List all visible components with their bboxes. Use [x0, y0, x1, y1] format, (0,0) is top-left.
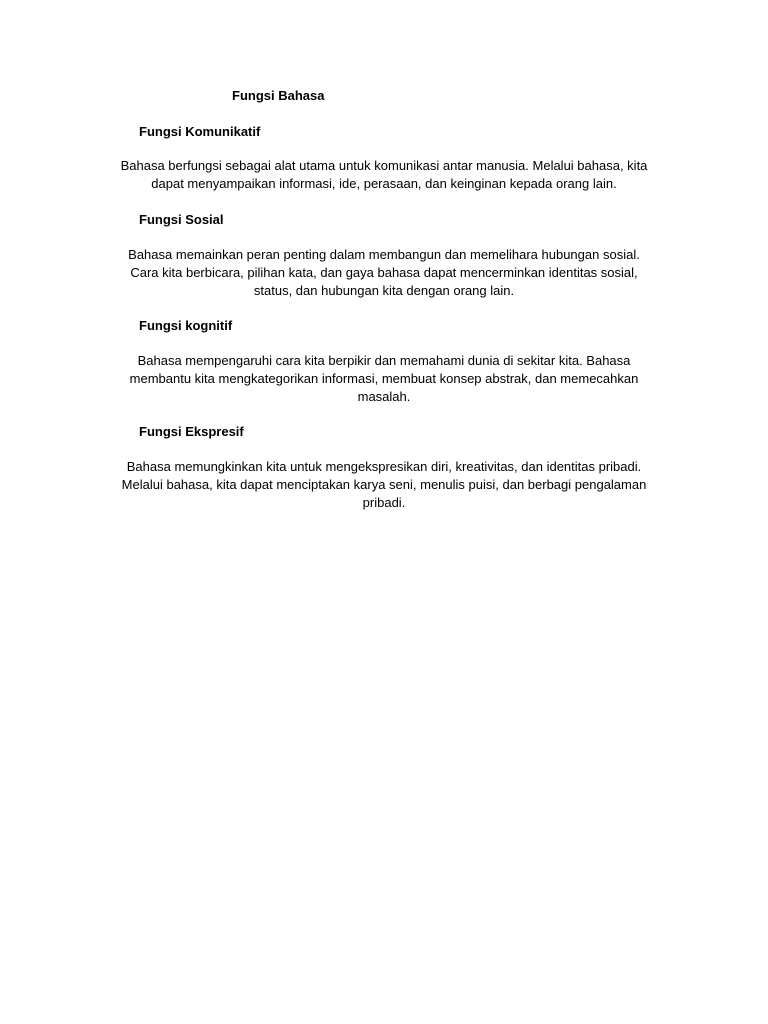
paragraph-line: masalah.: [357, 389, 411, 404]
section-paragraph-kognitif: [94, 352, 674, 406]
section-heading-kognitif: Fungsi kognitif: [139, 318, 233, 333]
section-paragraph-komunikatif: [94, 157, 674, 193]
paragraph-line: Bahasa memainkan peran penting dalam membangun dan memelihara hubungan sosial.: [128, 247, 640, 262]
section-paragraph-sosial: [94, 246, 674, 300]
paragraph-line: dapat menyampaikan informasi, ide, perasaan, dan keinginan kepada orang lain.: [151, 176, 617, 191]
section-paragraph-ekspresif: [94, 458, 674, 512]
paragraph-line: Bahasa mempengaruhi cara kita berpikir dan memahami dunia di sekitar kita. Bahasa: [137, 353, 631, 368]
section-heading-sosial: Fungsi Sosial: [139, 212, 224, 227]
paragraph-line: Bahasa berfungsi sebagai alat utama untuk komunikasi antar manusia. Melalui bahasa, kita: [120, 158, 648, 173]
paragraph-line: Cara kita berbicara, pilihan kata, dan gaya bahasa dapat mencerminkan identitas sosial,: [130, 265, 638, 280]
paragraph-line: status, dan hubungan kita dengan orang lain.: [253, 283, 515, 298]
paragraph-line: Melalui bahasa, kita dapat menciptakan karya seni, menulis puisi, dan berbagi pengalaman: [121, 477, 647, 492]
document-title: Fungsi Bahasa: [232, 88, 325, 103]
paragraph-line: membantu kita mengkategorikan informasi, membuat konsep abstrak, dan memecahkan: [129, 371, 639, 386]
paragraph-line: pribadi.: [362, 495, 406, 510]
section-heading-ekspresif: Fungsi Ekspresif: [139, 424, 244, 439]
paragraph-line: Bahasa memungkinkan kita untuk mengekspresikan diri, kreativitas, dan identitas pribadi.: [126, 459, 642, 474]
section-heading-komunikatif: Fungsi Komunikatif: [139, 124, 261, 139]
